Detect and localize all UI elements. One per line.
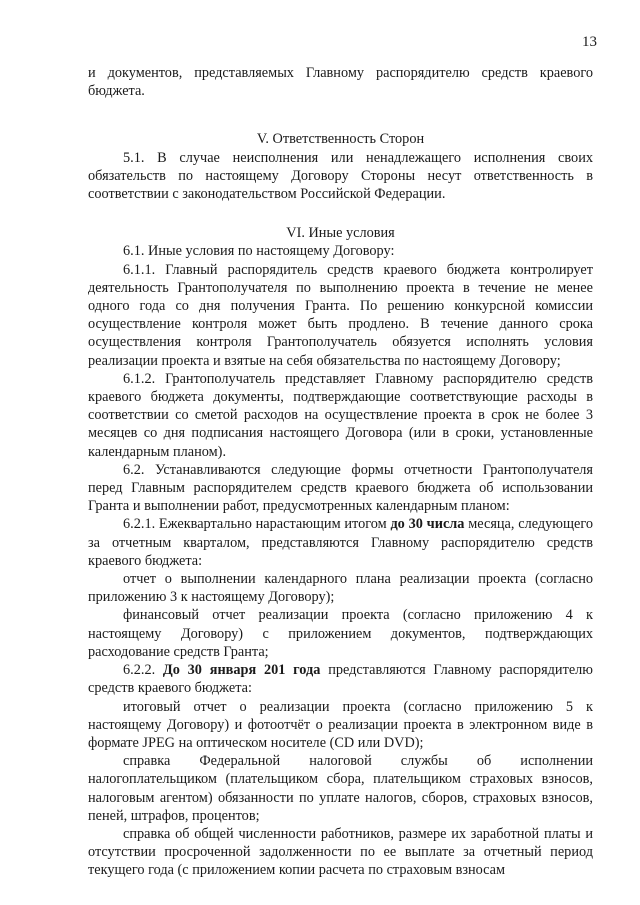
section-heading: VI. Иные условия [286, 225, 395, 242]
paragraph: 6.1.2. Грантополучатель представляет Главному распорядителю средств краевого бюджета документы, подтверждающие соответствующие расходы в соответствии со сметой расходов на осуществление проекта в срок не более 3 месяцев со дня подписания настоящего Договора (или в сроки, установленные календарным планом). [88, 370, 593, 460]
deadline-emphasis: до 30 числа [390, 516, 465, 533]
paragraph: финансовый отчет реализации проекта (согласно приложению 4 к настоящему Договору) с приложением документов, подтверждающих расходование средств Гранта; [88, 607, 593, 660]
paragraph: справка об общей численности работников, размере их заработной платы и отсутствии просроченной задолженности по ее выплате за отчетный период текущего года (с приложением копии расчета по страховым взносам [88, 825, 593, 879]
paragraph: и документов, представляемых Главному распорядителю средств краевого бюджета. [88, 65, 593, 100]
paragraph: 6.1.1. Главный распорядитель средств краевого бюджета контролирует деятельность Грантополучателя по выполнению проекта в течение не менее одного года со дня получения Гранта. По решению конкурсной комиссии осуществление контроля может быть продлено. В течение данного срока осуществления контроля Грантополучатель обязуется исполнять условия реализации проекта и взятые на себя обязательства по настоящему Договору; [88, 261, 593, 369]
paragraph-text: 6.2.2. [123, 662, 163, 679]
paragraph-text: месяца, следующего за отчетным кварталом, представляются Главному распорядителю средств краевого бюджета: [88, 516, 593, 569]
paragraph: отчет о выполнении календарного плана реализации проекта (согласно приложению 3 к настоящему Договору); [88, 571, 593, 606]
paragraph-text: 6.2.1. Ежеквартально нарастающим итогом [123, 516, 391, 533]
section-heading: V. Ответственность Сторон [256, 131, 425, 148]
paragraph: 6.1. Иные условия по настоящему Договору: [123, 243, 395, 260]
paragraph: 6.2. Устанавливаются следующие формы отчетности Грантополучателя перед Главным распорядителем средств краевого бюджета об использовании Гранта и выполнении работ, предусмотренных календарным планом: [88, 461, 593, 515]
paragraph: 5.1. В случае неисполнения или ненадлежащего исполнения своих обязательств по настоящему Договору Стороны несут ответственность в соответствии с законодательством Российской Федерации. [88, 149, 593, 203]
paragraph: справка Федеральной налоговой службы об исполнении налогоплательщиком (плательщиком сбора, плательщиком страховых взносов, налоговым агентом) обязанности по уплате налогов, сборов, страховых взносов, пеней, штрафов, процентов; [88, 753, 593, 824]
paragraph [88, 515, 593, 570]
paragraph-text: представляются Главному распорядителю средств краевого бюджета: [88, 662, 593, 697]
paragraph: итоговый отчет о реализации проекта (согласно приложению 5 к настоящему Договору) и фотоотчёт о реализации проекта в электронном виде в формате JPEG на оптическом носителе (CD или DVD); [88, 698, 593, 751]
deadline-emphasis: До 30 января 201 года [162, 662, 321, 679]
document-body [88, 64, 593, 880]
paragraph [88, 661, 593, 697]
page-number: 13 [582, 34, 597, 50]
